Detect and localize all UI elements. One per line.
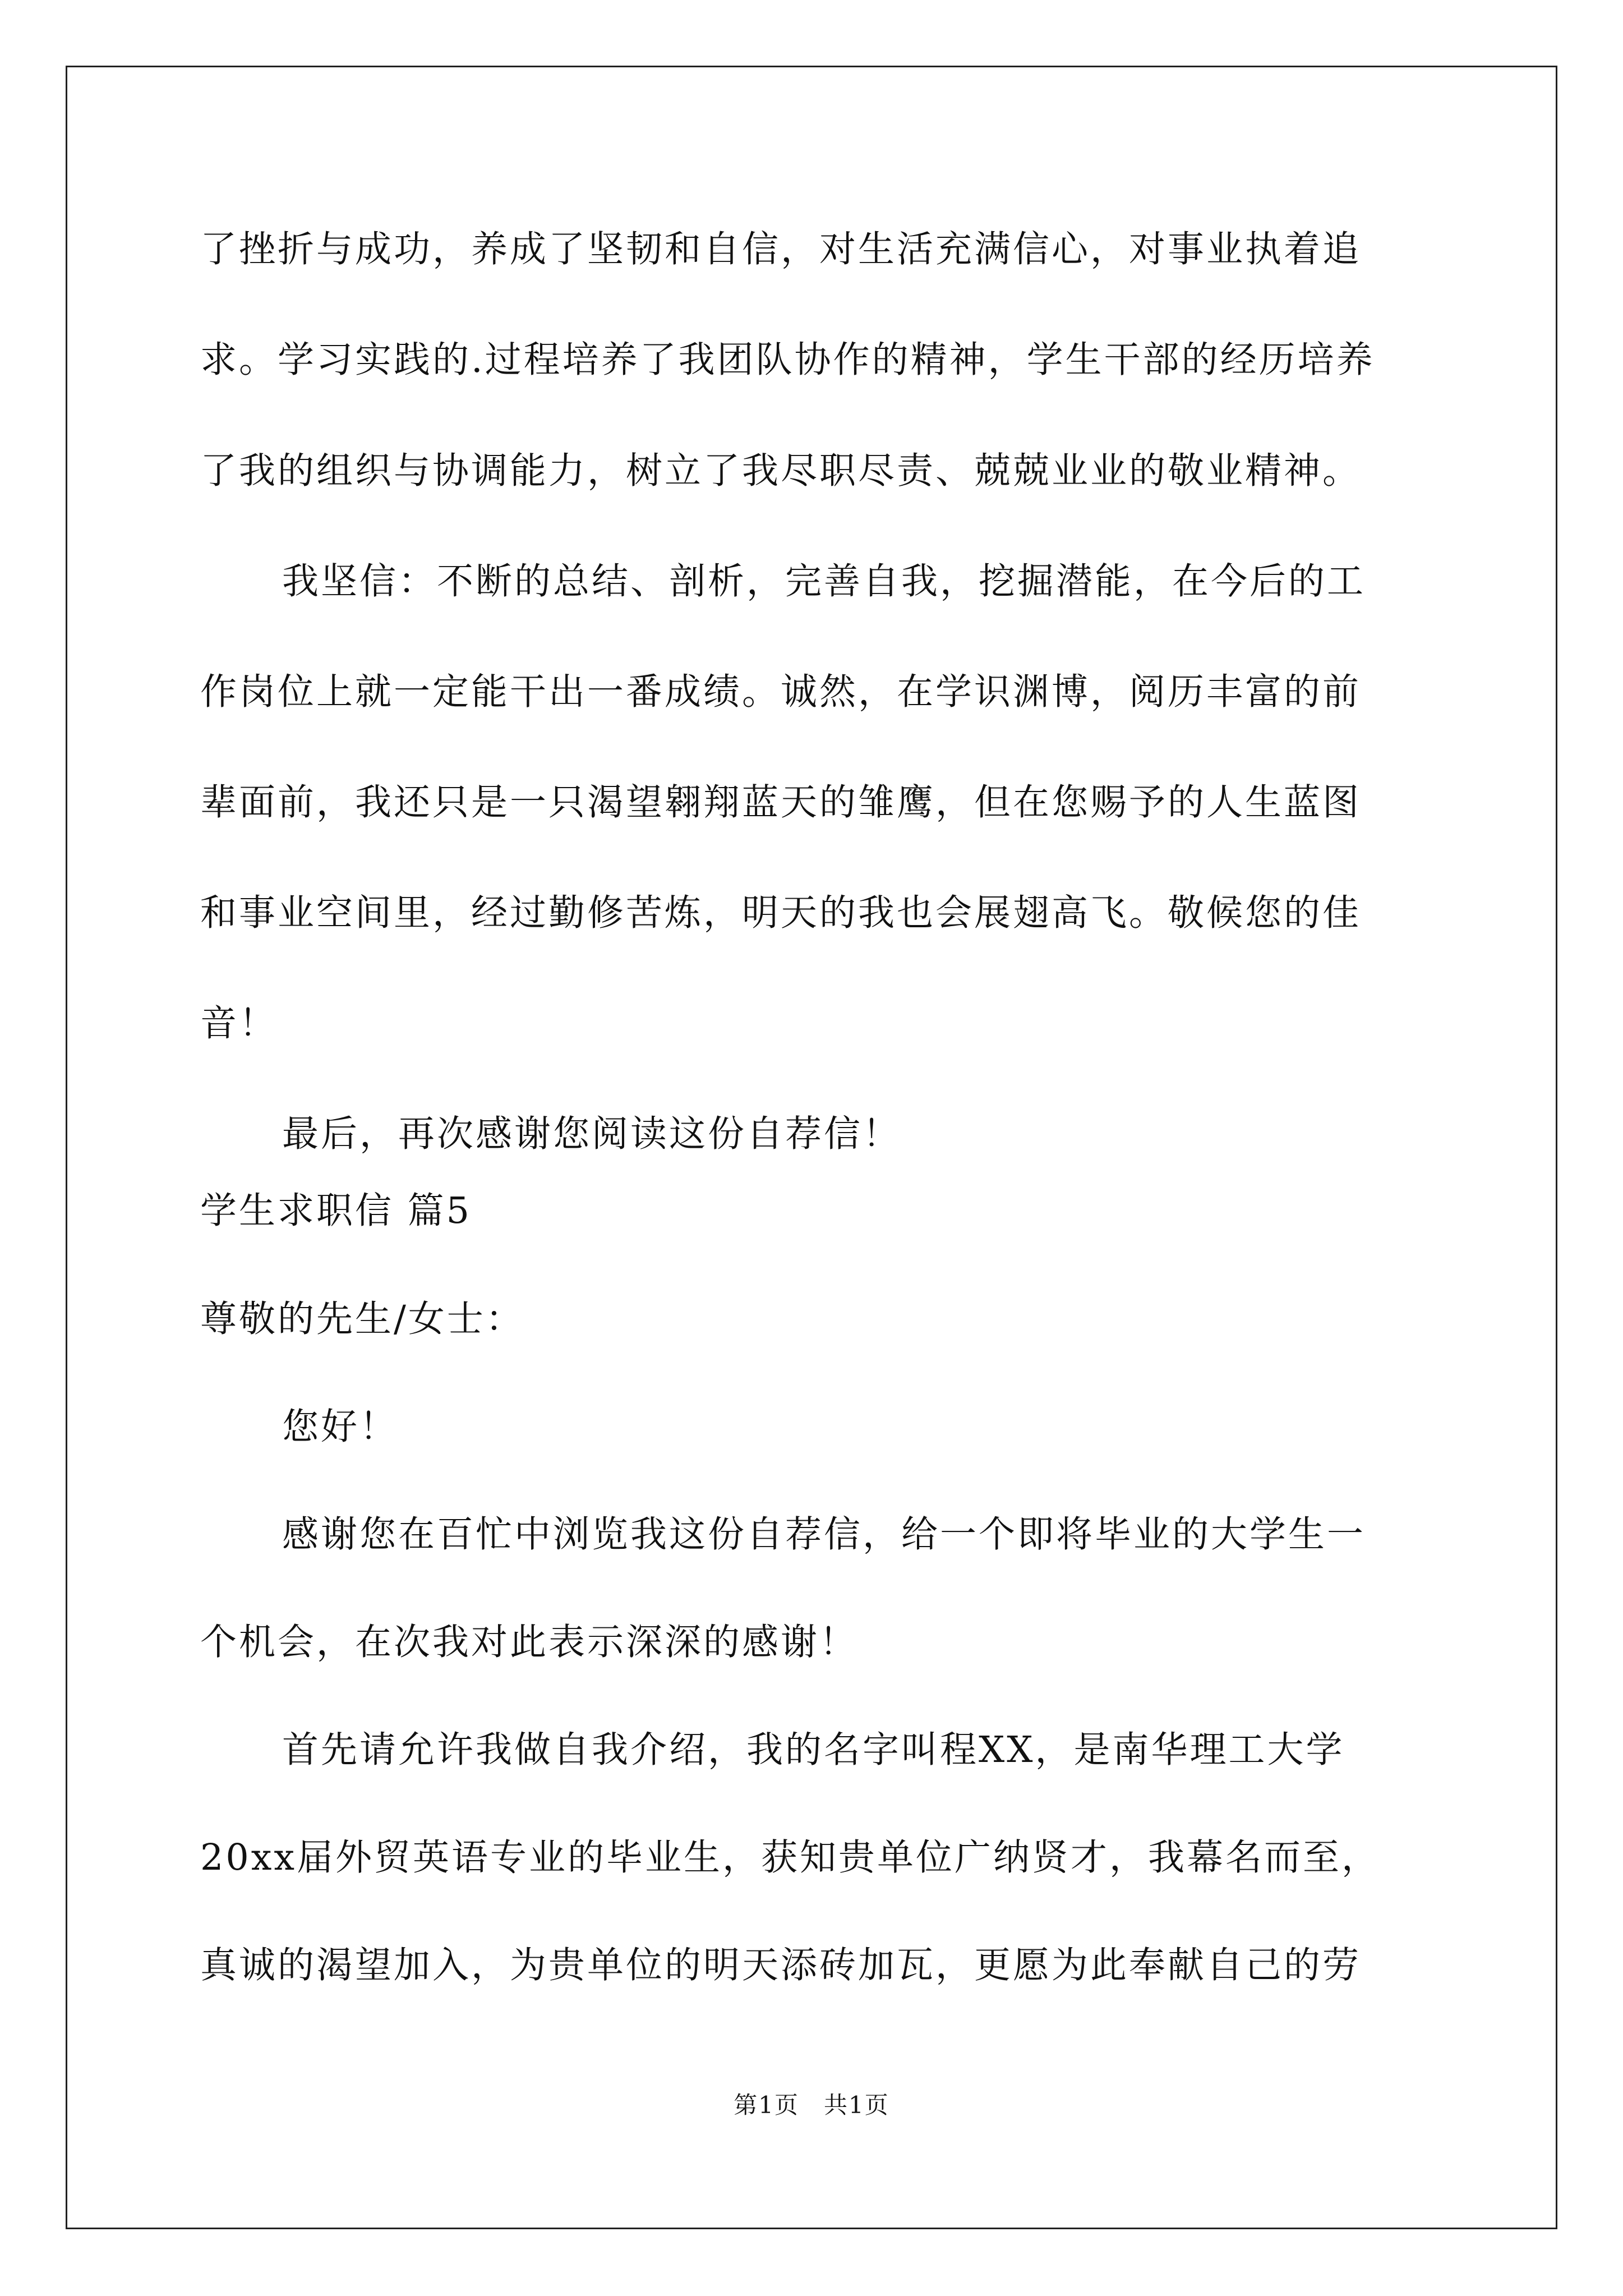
page-footer: 第1页 共1页 xyxy=(734,2091,889,2119)
greeting: 您好！ xyxy=(282,1406,399,1448)
paragraph-line: 了我的组织与协调能力，树立了我尽职尽责、兢兢业业的敬业精神。 xyxy=(200,450,1362,492)
paragraph-line: 和事业空间里，经过勤修苦炼，明天的我也会展翅高飞。敬候您的佳 xyxy=(200,892,1362,934)
paragraph-line: 感谢您在百忙中浏览我这份自荐信，给一个即将毕业的大学生一 xyxy=(282,1513,1366,1556)
paragraph-line: 求。学习实践的.过程培养了我团队协作的精神，学生干部的经历培养 xyxy=(200,339,1375,381)
paragraph-line: 我坚信：不断的总结、剖析，完善自我，挖掘潜能，在今后的工 xyxy=(282,560,1366,602)
paragraph-line: 了挫折与成功，养成了坚韧和自信，对生活充满信心，对事业执着追 xyxy=(200,228,1362,270)
salutation: 尊敬的先生/女士： xyxy=(200,1298,524,1340)
paragraph-line: 最后，再次感谢您阅读这份自荐信！ xyxy=(282,1113,902,1155)
paragraph-line: 作岗位上就一定能干出一番成绩。诚然，在学识渊博，阅历丰富的前 xyxy=(200,671,1362,713)
paragraph-line: 辈面前，我还只是一只渴望翱翔蓝天的雏鹰，但在您赐予的人生蓝图 xyxy=(200,781,1362,823)
paragraph-line: 首先请允许我做自我介绍，我的名字叫程XX，是南华理工大学 xyxy=(282,1729,1345,1771)
paragraph-line: 音！ xyxy=(200,1002,278,1045)
section-heading: 学生求职信 篇5 xyxy=(200,1190,472,1232)
paragraph-line: 个机会，在次我对此表示深深的感谢！ xyxy=(200,1621,859,1663)
paragraph-line: 20xx届外贸英语专业的毕业生，获知贵单位广纳贤才，我幕名而至， xyxy=(200,1837,1381,1879)
paragraph-line: 真诚的渴望加入，为贵单位的明天添砖加瓦，更愿为此奉献自己的劳 xyxy=(200,1944,1362,1986)
